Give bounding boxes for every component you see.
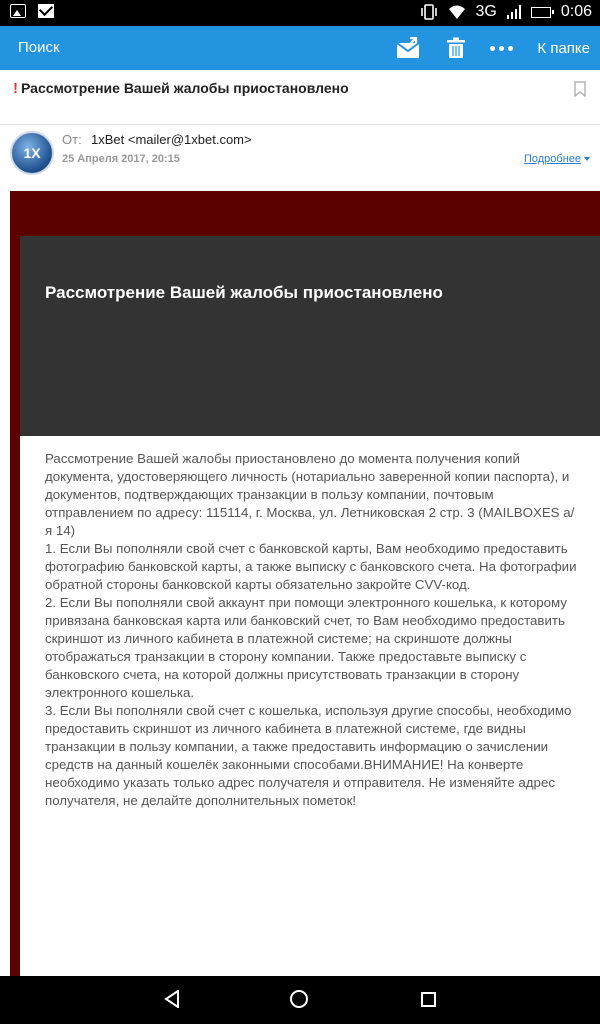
message-subject-bar xyxy=(0,70,600,125)
details-link[interactable]: Подробнее xyxy=(524,153,590,165)
paragraph: Рассмотрение Вашей жалобы приостановлено до момента получения копий документа, удостоверяющего личность (нотариально заверенной копии паспорта), и документов, подтверждающих транзакции в пользу компании, почтовым отправлением по адресу: 115114, г. Москва, ул. Летниковская 2 стр. 3 (MAILBOXES а/я 14) xyxy=(45,451,575,538)
recents-icon[interactable] xyxy=(421,992,436,1007)
chevron-down-icon xyxy=(584,157,590,161)
avatar: 1X xyxy=(10,131,54,175)
clock: 0:06 xyxy=(560,3,592,20)
app-bar xyxy=(0,26,600,70)
trash-icon[interactable] xyxy=(446,37,466,59)
network-type: 3G xyxy=(475,3,497,20)
message-date: 25 Апреля 2017, 20:15 xyxy=(62,153,180,165)
email-text xyxy=(45,450,580,810)
home-icon[interactable] xyxy=(290,990,308,1008)
more-icon[interactable] xyxy=(490,46,513,51)
bookmark-icon[interactable] xyxy=(574,81,586,97)
email-content xyxy=(20,236,600,976)
battery-icon xyxy=(531,7,551,18)
status-bar xyxy=(0,0,600,26)
wifi-icon xyxy=(448,4,466,20)
back-to-folder-button[interactable]: К папке xyxy=(537,39,590,57)
from-label: От: xyxy=(62,132,82,147)
mail-icon xyxy=(38,4,54,18)
sender-address[interactable]: 1xBet <mailer@1xbet.com> xyxy=(91,132,252,147)
important-mark: ! xyxy=(13,80,18,97)
search-button[interactable]: Поиск xyxy=(18,39,60,56)
vibrate-icon xyxy=(420,4,438,20)
back-icon[interactable] xyxy=(164,990,180,1008)
image-icon xyxy=(10,4,26,18)
paragraph: 1. Если Вы пополняли свой счет с банковской карты, Вам необходимо предоставить фотографию банковской карты, а также выписку с банковского счета. На фотографии обратной стороны банковской карты обязательно закройте CVV-код. xyxy=(45,541,577,592)
email-header-banner xyxy=(20,236,600,436)
email-heading: Рассмотрение Вашей жалобы приостановлено xyxy=(45,283,443,302)
navigation-bar xyxy=(0,976,600,1024)
signal-icon xyxy=(507,4,521,20)
sender-info xyxy=(0,125,600,181)
paragraph: 2. Если Вы пополняли свой аккаунт при помощи электронного кошелька, к которому привязана банковская карта или банковский счет, то Вам необходимо предоставить скриншот из личного кабинета в платежной системе; на скриншоте должны отображаться транзакции в сторону компании. Также предоставьте выписку с банковского счета, на которой должны присутствовать транзакции в сторону электронного кошелька. xyxy=(45,595,567,700)
paragraph: 3. Если Вы пополняли свой счет с кошелька, используя другие способы, необходимо предоставить скриншот из личного кабинета в платежной системе, где видны транзакции в пользу компании, а также предоставить информацию о зачислении средств на данный кошелёк законными способами.ВНИМАНИЕ! На конверте необходимо указать только адрес получателя и отправителя. Не изменяйте адрес получателя, не делайте дополнительных пометок! xyxy=(45,703,572,808)
message-subject: Рассмотрение Вашей жалобы приостановлено xyxy=(21,80,349,96)
mark-unread-icon[interactable] xyxy=(396,37,422,59)
email-body xyxy=(10,191,600,976)
